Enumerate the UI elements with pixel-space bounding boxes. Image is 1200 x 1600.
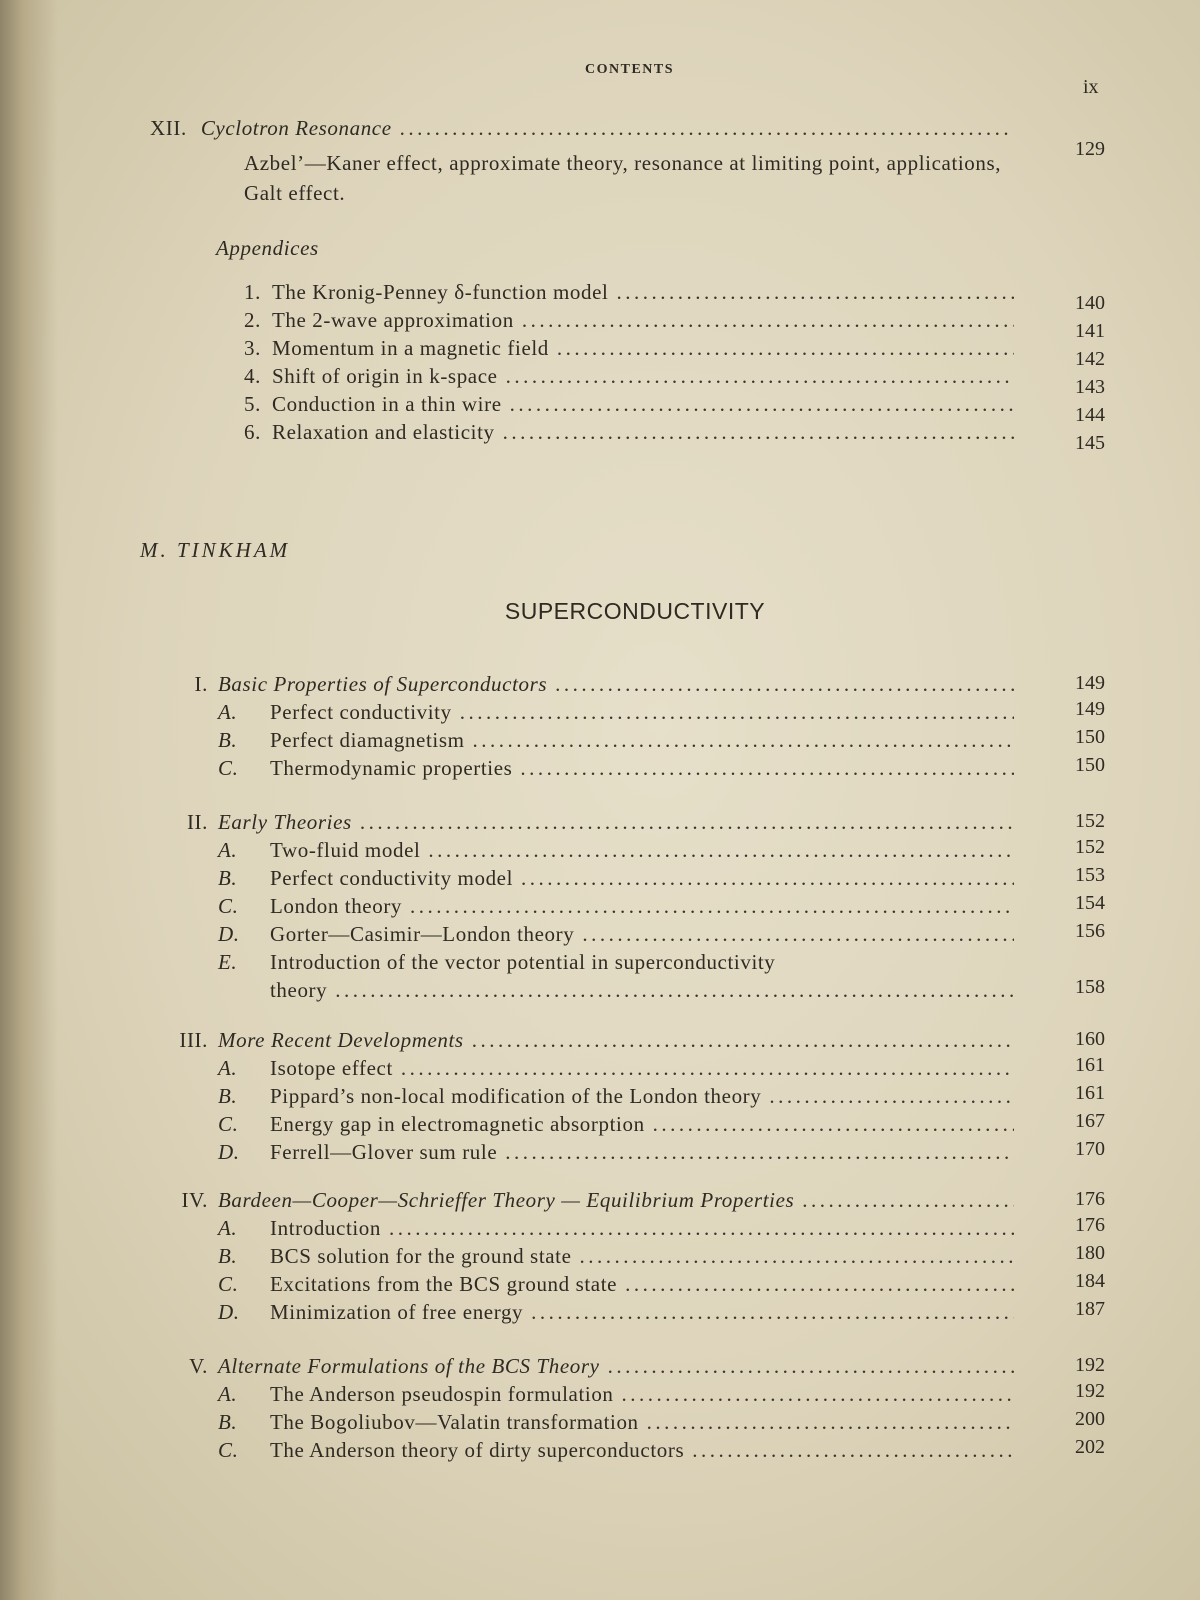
section-title-continued: theory [270, 978, 328, 1002]
leader-dots [580, 1244, 1014, 1269]
toc-section [218, 894, 1014, 919]
leader-dots [401, 1056, 1014, 1081]
section-letter: B. [218, 1244, 238, 1268]
appendix-item [244, 420, 1014, 445]
appendix-page: 142 [1075, 348, 1105, 370]
section-title: Excitations from the BCS ground state [270, 1272, 618, 1296]
appendix-page: 140 [1075, 292, 1105, 314]
running-head: CONTENTS [585, 62, 675, 77]
leader-dots [557, 336, 1014, 361]
section-title: Perfect conductivity [270, 700, 452, 724]
section-page: 180 [1075, 1242, 1105, 1264]
section-letter: C. [218, 1112, 239, 1136]
leader-dots [360, 810, 1014, 835]
section-letter: D. [218, 1140, 240, 1164]
section-page: 184 [1075, 1270, 1105, 1292]
leader-dots [692, 1438, 1014, 1463]
leader-dots [608, 1354, 1014, 1379]
appendix-page: 144 [1075, 404, 1105, 426]
section-letter: B. [218, 1410, 238, 1434]
appendix-title: The 2-wave approximation [272, 308, 514, 332]
section-letter: D. [218, 922, 240, 946]
appendix-item [244, 280, 1014, 305]
leader-dots [472, 1028, 1014, 1053]
chapter-title: Bardeen—Cooper—Schrieffer Theory — Equilibrium Properties [218, 1188, 795, 1212]
appendix-number: 1. [244, 280, 261, 304]
section-title: Minimization of free energy [270, 1300, 524, 1324]
section-letter: A. [218, 838, 238, 862]
leader-dots [520, 756, 1014, 781]
appendix-title: Relaxation and elasticity [272, 420, 495, 444]
section-letter: C. [218, 894, 239, 918]
section-page: 154 [1075, 892, 1105, 914]
chapter-page: 149 [1075, 672, 1105, 694]
appendix-number: 5. [244, 392, 261, 416]
section-page: 150 [1075, 726, 1105, 748]
section-title: Pippard’s non-local modification of the London theory [270, 1084, 762, 1108]
section-letter: A. [218, 1216, 238, 1240]
section-title: Introduction of the vector potential in superconductivity [270, 950, 776, 974]
appendix-number: 6. [244, 420, 261, 444]
leader-dots [555, 672, 1014, 697]
chapter-numeral: III. [179, 1028, 208, 1052]
section-page: 152 [1075, 836, 1105, 858]
leader-dots [506, 364, 1014, 389]
appendix-number: 4. [244, 364, 261, 388]
chapter-page: 160 [1075, 1028, 1105, 1050]
toc-section [218, 1382, 1014, 1407]
leader-dots [410, 894, 1014, 919]
toc-section [218, 1216, 1014, 1241]
chapter-page: 192 [1075, 1354, 1105, 1376]
toc-section [218, 922, 1014, 947]
toc-chapter-xii [150, 116, 1010, 141]
leader-dots [802, 1188, 1014, 1213]
chapter-title: More Recent Developments [218, 1028, 464, 1052]
section-page: 187 [1075, 1298, 1105, 1320]
appendix-title: Conduction in a thin wire [272, 392, 502, 416]
appendix-title: The Kronig-Penney δ-function model [272, 280, 609, 304]
leader-dots [335, 978, 1014, 1003]
section-letter: B. [218, 728, 238, 752]
toc-section [218, 1084, 1014, 1109]
section-page: 170 [1075, 1138, 1105, 1160]
leader-dots [769, 1084, 1014, 1109]
leader-dots [616, 280, 1014, 305]
leader-dots [389, 1216, 1014, 1241]
toc-section [218, 1112, 1014, 1137]
part-title: SUPERCONDUCTIVITY [504, 598, 766, 624]
appendix-title: Momentum in a magnetic field [272, 336, 549, 360]
leader-dots [522, 308, 1014, 333]
leader-dots [460, 700, 1014, 725]
chapter-description: Azbel’—Kaner effect, approximate theory, resonance at limiting point, applications, Galt effect. [244, 151, 1002, 205]
toc-chapter [150, 810, 1014, 835]
section-title: The Anderson theory of dirty superconductors [270, 1438, 685, 1462]
toc-section [218, 1140, 1014, 1165]
toc-section [218, 950, 1014, 975]
section-page: 149 [1075, 698, 1105, 720]
leader-dots [647, 1410, 1014, 1435]
section-letter: C. [218, 1272, 239, 1296]
section-page: 167 [1075, 1110, 1105, 1132]
appendix-page: 143 [1075, 376, 1105, 398]
section-title: Thermodynamic properties [270, 756, 513, 780]
toc-section [218, 866, 1014, 891]
leader-dots [428, 838, 1014, 863]
toc-section [218, 728, 1014, 753]
chapter-numeral: II. [186, 810, 208, 834]
section-page: 200 [1075, 1408, 1105, 1430]
appendix-title: Shift of origin in k-space [272, 364, 498, 388]
chapter-numeral: I. [194, 672, 208, 696]
leader-dots [521, 866, 1014, 891]
leader-dots [625, 1272, 1014, 1297]
leader-dots [505, 1140, 1014, 1165]
toc-section [218, 1410, 1014, 1435]
section-letter: A. [218, 1056, 238, 1080]
appendix-item [244, 392, 1014, 417]
appendix-number: 2. [244, 308, 261, 332]
section-page: 161 [1075, 1054, 1105, 1076]
section-page: 192 [1075, 1380, 1105, 1402]
page-gutter-shadow [0, 0, 58, 1600]
leader-dots [531, 1300, 1014, 1325]
toc-chapter [150, 1028, 1014, 1053]
section-page: 158 [1075, 976, 1105, 998]
appendices-heading: Appendices [216, 236, 319, 260]
appendix-page: 145 [1075, 432, 1105, 454]
leader-dots [503, 420, 1014, 445]
chapter-page: 129 [1075, 138, 1105, 160]
chapter-title: Early Theories [218, 810, 352, 834]
section-letter: B. [218, 866, 238, 890]
section-page: 176 [1075, 1214, 1105, 1236]
toc-section-continued [270, 978, 1014, 1003]
section-letter: E. [218, 950, 238, 974]
chapter-numeral: V. [189, 1354, 208, 1378]
leader-dots [510, 392, 1014, 417]
toc-section [218, 1300, 1014, 1325]
section-letter: C. [218, 756, 239, 780]
chapter-numeral: XII. [150, 116, 187, 140]
appendix-number: 3. [244, 336, 261, 360]
section-title: Perfect diamagnetism [270, 728, 465, 752]
section-letter: B. [218, 1084, 238, 1108]
chapter-title: Basic Properties of Superconductors [218, 672, 548, 696]
leader-dots [473, 728, 1014, 753]
appendix-item [244, 308, 1014, 333]
chapter-title: Cyclotron Resonance [200, 116, 392, 140]
chapter-page: 176 [1075, 1188, 1105, 1210]
chapter-page: 152 [1075, 810, 1105, 832]
section-page: 156 [1075, 920, 1105, 942]
section-letter: A. [218, 1382, 238, 1406]
toc-chapter [150, 1354, 1014, 1379]
section-page: 161 [1075, 1082, 1105, 1104]
section-title: The Anderson pseudospin formulation [270, 1382, 614, 1406]
section-title: Energy gap in electromagnetic absorption [270, 1112, 645, 1136]
leader-dots [582, 922, 1014, 947]
section-page: 153 [1075, 864, 1105, 886]
leader-dots [653, 1112, 1014, 1137]
section-title: Introduction [270, 1216, 382, 1240]
section-letter: A. [218, 700, 238, 724]
section-title: Two-fluid model [270, 838, 421, 862]
section-title: Ferrell—Glover sum rule [270, 1140, 498, 1164]
section-letter: D. [218, 1300, 240, 1324]
toc-section [218, 1056, 1014, 1081]
section-page: 150 [1075, 754, 1105, 776]
leader-dots [400, 116, 1010, 141]
toc-section [218, 700, 1014, 725]
toc-section [218, 838, 1014, 863]
section-page: 202 [1075, 1436, 1105, 1458]
section-title: Gorter—Casimir—London theory [270, 922, 575, 946]
author-name: M. TINKHAM [140, 538, 291, 562]
leader-dots [622, 1382, 1014, 1407]
appendix-page: 141 [1075, 320, 1105, 342]
page-number: ix [1083, 76, 1099, 98]
section-title: Isotope effect [270, 1056, 393, 1080]
section-title: London theory [270, 894, 403, 918]
section-letter: C. [218, 1438, 239, 1462]
appendix-item [244, 336, 1014, 361]
section-title: The Bogoliubov—Valatin transformation [270, 1410, 639, 1434]
toc-section [218, 1244, 1014, 1269]
chapter-numeral: IV. [181, 1188, 208, 1212]
section-title: BCS solution for the ground state [270, 1244, 572, 1268]
toc-section [218, 756, 1014, 781]
toc-section [218, 1272, 1014, 1297]
section-title: Perfect conductivity model [270, 866, 514, 890]
toc-section [218, 1438, 1014, 1463]
toc-chapter [150, 1188, 1014, 1213]
chapter-title: Alternate Formulations of the BCS Theory [218, 1354, 600, 1378]
appendix-item [244, 364, 1014, 389]
toc-chapter [150, 672, 1014, 697]
